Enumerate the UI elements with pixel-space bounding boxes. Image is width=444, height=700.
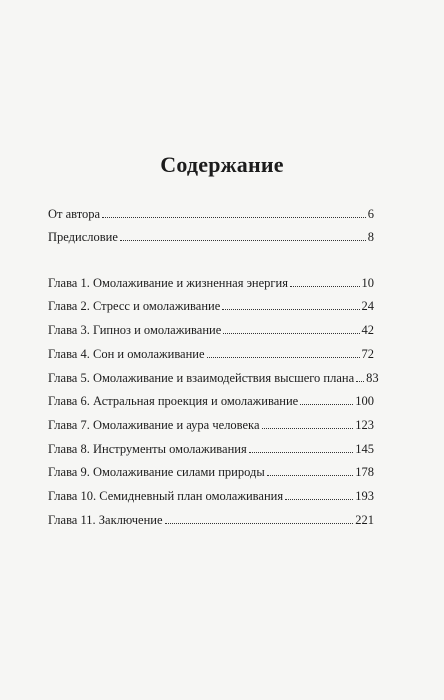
toc-entry-page: 145 bbox=[355, 442, 374, 456]
toc-entry-label: Глава 10. Семидневный план омолаживания bbox=[48, 489, 284, 503]
toc-entry-chapter-2[interactable] bbox=[48, 298, 374, 314]
toc-entry-chapter-6[interactable] bbox=[48, 393, 374, 409]
toc-entry-chapter-8[interactable] bbox=[48, 441, 374, 457]
toc-entry-chapter-11[interactable] bbox=[48, 512, 374, 528]
dot-leader bbox=[262, 428, 354, 429]
toc-entry-page: 83 bbox=[366, 371, 379, 385]
toc-entry-label: Глава 8. Инструменты омолаживания bbox=[48, 442, 247, 456]
toc-entry-label: Глава 7. Омолаживание и аура человека bbox=[48, 418, 260, 432]
toc-entry-label: Глава 1. Омолаживание и жизненная энергия bbox=[48, 276, 288, 290]
toc-entry-label: Глава 5. Омолаживание и взаимодействия высшего плана bbox=[48, 371, 355, 385]
toc-entry-label: Предисловие bbox=[48, 230, 118, 244]
toc-entry-page: 123 bbox=[355, 418, 374, 432]
toc-entry-chapter-10[interactable] bbox=[48, 488, 374, 504]
dot-leader bbox=[249, 452, 354, 453]
toc-entry-page: 24 bbox=[361, 299, 374, 313]
dot-leader bbox=[223, 333, 359, 334]
toc-entry-label: От автора bbox=[48, 207, 101, 221]
toc-entry-page: 8 bbox=[367, 230, 374, 244]
toc-entry-foreword-author[interactable] bbox=[48, 206, 374, 222]
dot-leader bbox=[290, 286, 360, 287]
toc-entry-chapter-7[interactable] bbox=[48, 417, 374, 433]
toc-entry-page: 100 bbox=[355, 394, 374, 408]
toc-entry-chapter-5[interactable] bbox=[48, 370, 379, 386]
toc-entry-label: Глава 9. Омолаживание силами природы bbox=[48, 465, 265, 479]
dot-leader bbox=[267, 475, 354, 476]
dot-leader bbox=[285, 499, 353, 500]
toc-entry-label: Глава 2. Стресс и омолаживание bbox=[48, 299, 221, 313]
toc-entry-preface[interactable] bbox=[48, 229, 374, 245]
toc-entry-label: Глава 4. Сон и омолаживание bbox=[48, 347, 205, 361]
dot-leader bbox=[207, 357, 360, 358]
toc-entry-chapter-3[interactable] bbox=[48, 322, 374, 338]
toc-entry-page: 193 bbox=[355, 489, 374, 503]
dot-leader bbox=[165, 523, 354, 524]
toc-entry-page: 6 bbox=[367, 207, 374, 221]
dot-leader bbox=[102, 217, 366, 218]
toc-entry-chapter-9[interactable] bbox=[48, 464, 374, 480]
dot-leader bbox=[120, 240, 366, 241]
toc-entry-label: Глава 11. Заключение bbox=[48, 513, 163, 527]
toc-entry-chapter-4[interactable] bbox=[48, 346, 374, 362]
dot-leader bbox=[300, 404, 353, 405]
page-title: Содержание bbox=[160, 152, 284, 177]
toc-entry-page: 10 bbox=[361, 276, 374, 290]
dot-leader bbox=[356, 381, 364, 382]
toc-entry-label: Глава 3. Гипноз и омолаживание bbox=[48, 323, 222, 337]
toc-entry-page: 221 bbox=[355, 513, 374, 527]
dot-leader bbox=[222, 309, 359, 310]
toc-entry-page: 42 bbox=[361, 323, 374, 337]
toc-entry-chapter-1[interactable] bbox=[48, 275, 374, 291]
toc-entry-page: 72 bbox=[361, 347, 374, 361]
toc-entry-page: 178 bbox=[355, 465, 374, 479]
toc-entry-label: Глава 6. Астральная проекция и омолаживание bbox=[48, 394, 299, 408]
